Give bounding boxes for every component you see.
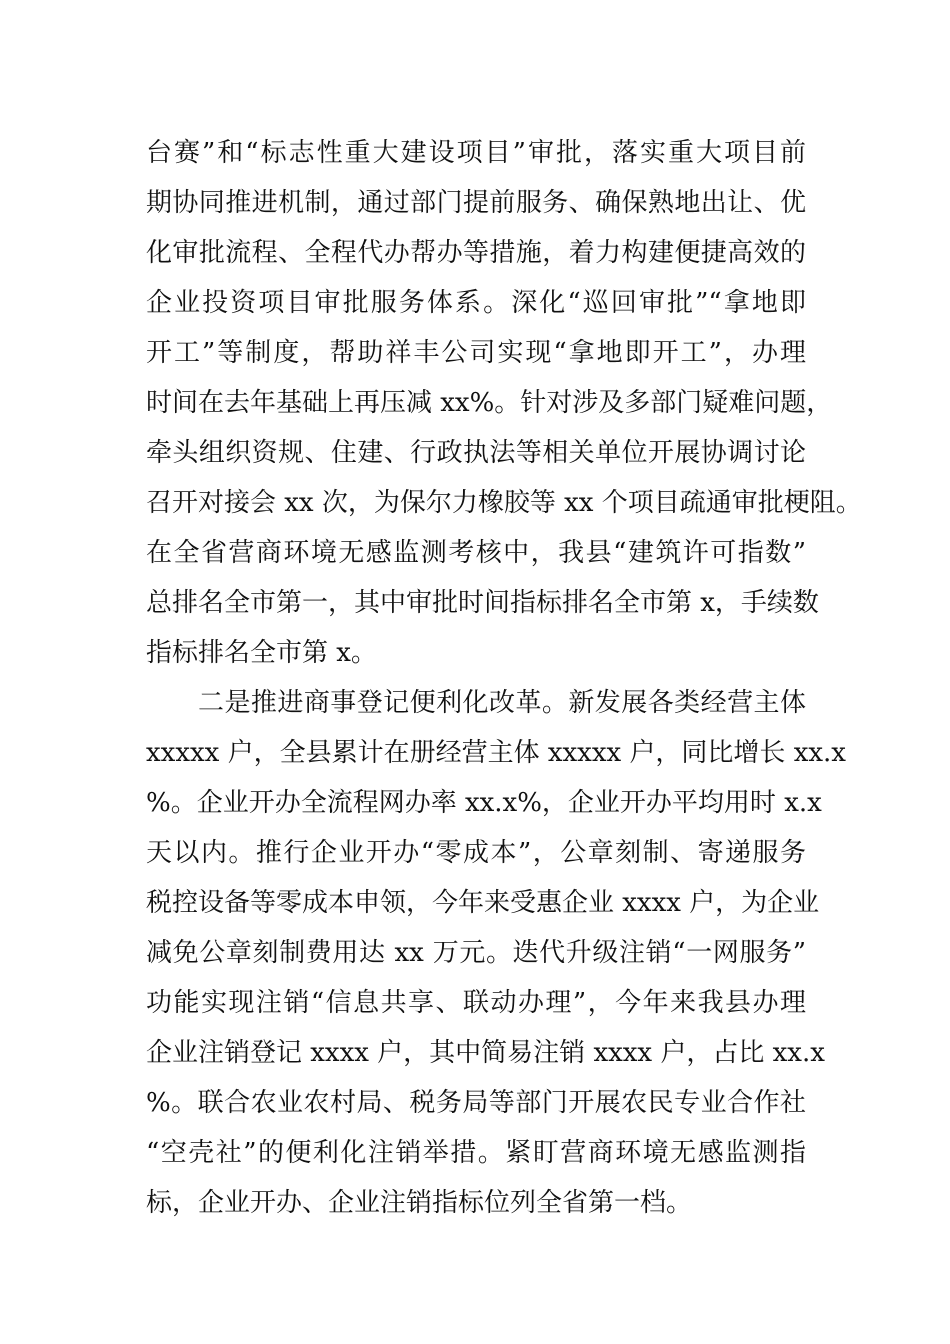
text-line: 化审批流程、全程代办帮办等措施，着力构建便捷高效的 (146, 238, 806, 268)
document-body (146, 128, 862, 1228)
text-line: 二是推进商事登记便利化改革。新发展各类经营主体 (198, 688, 806, 718)
text-line: 时间在去年基础上再压减 xx%。针对涉及多部门疑难问题， (146, 388, 833, 418)
text-line: 功能实现注销“信息共享、联动办理”，今年来我县办理 (146, 988, 806, 1018)
text-line: 期协同推进机制，通过部门提前服务、确保熟地出让、优 (146, 188, 806, 218)
text-line: 牵头组织资规、住建、行政执法等相关单位开展协调讨论 (146, 438, 806, 468)
text-line: 天以内。推行企业开办“零成本”，公章刻制、寄递服务 (146, 838, 806, 868)
text-line: 减免公章刻制费用达 xx 万元。迭代升级注销“一网服务” (146, 938, 806, 968)
paragraph-business-registration (146, 678, 846, 1228)
text-line: 召开对接会 xx 次，为保尔力橡胶等 xx 个项目疏通审批梗阻。 (146, 488, 862, 518)
text-line: “空壳社”的便利化注销举措。紧盯营商环境无感监测指 (146, 1138, 806, 1168)
text-line: 税控设备等零成本申领，今年来受惠企业 xxxx 户，为企业 (146, 888, 820, 918)
text-line: 台赛”和“标志性重大建设项目”审批，落实重大项目前 (146, 138, 806, 168)
text-line: 开工”等制度，帮助祥丰公司实现“拿地即开工”，办理 (146, 338, 806, 368)
text-line: 指标排名全市第 x。 (146, 638, 377, 668)
text-line: 企业注销登记 xxxx 户，其中简易注销 xxxx 户，占比 xx.x (146, 1038, 825, 1068)
text-line: 总排名全市第一，其中审批时间指标排名全市第 x，手续数 (146, 588, 819, 618)
text-line: 在全省营商环境无感监测考核中，我县“建筑许可指数” (146, 538, 806, 568)
paragraph-approval-reform (146, 128, 862, 678)
text-line: %。企业开办全流程网办率 xx.x%，企业开办平均用时 x.x (146, 788, 822, 818)
text-line: %。联合农业农村局、税务局等部门开展农民专业合作社 (146, 1088, 806, 1118)
text-line: 企业投资项目审批服务体系。深化“巡回审批”“拿地即 (146, 288, 806, 318)
text-line: xxxxx 户，全县累计在册经营主体 xxxxx 户，同比增长 xx.x (146, 738, 846, 768)
text-line: 标，企业开办、企业注销指标位列全省第一档。 (146, 1188, 693, 1218)
